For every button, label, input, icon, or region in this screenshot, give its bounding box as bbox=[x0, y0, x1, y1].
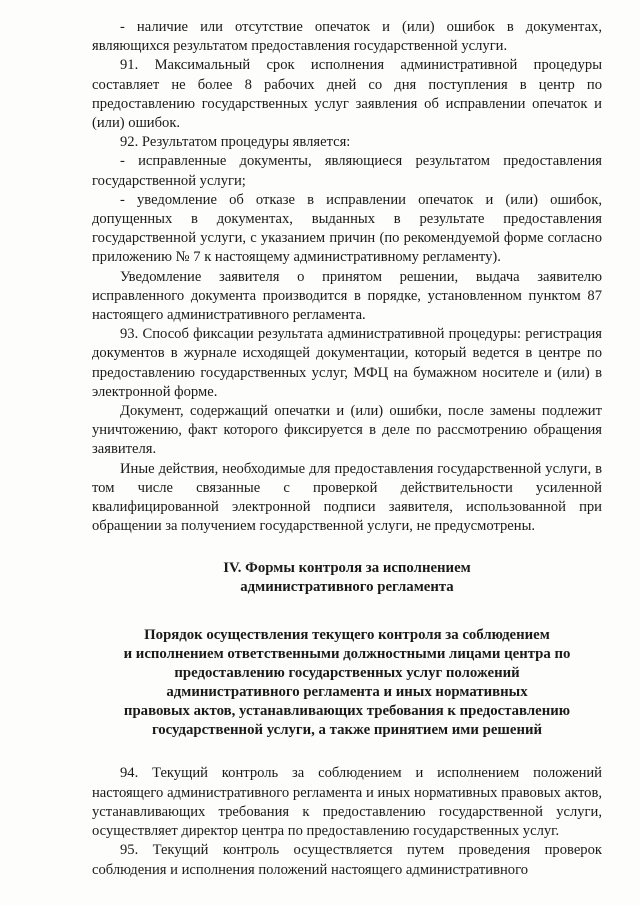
subsection-heading-line: Порядок осуществления текущего контроля за соблюдением bbox=[144, 627, 550, 644]
section-heading-line: административного регламента bbox=[240, 579, 454, 596]
paragraph-91: 91. Максимальный срок исполнения административной процедуры составляет не более 8 рабочих дней со дня поступления в центр по предоставлению государственных услуг заявления об исправлении опечаток и (или) ошибок. bbox=[92, 57, 602, 132]
paragraph-no-typos: - наличие или отсутствие опечаток и (или) ошибок в документах, являющихся результатом предоставления государственной услуги. bbox=[92, 19, 602, 55]
subsection-heading-line: административного регламента и иных нормативных bbox=[166, 684, 528, 701]
subsection-heading-line: правовых актов, устанавливающих требования к предоставлению bbox=[123, 703, 571, 720]
paragraph-94: 94. Текущий контроль за соблюдением и исполнением положений настоящего административного регламента и иных нормативных правовых актов, устанавливающих требования к предоставлению государственной услуги, осуществляет директор центра по предоставлению государственных услуг. bbox=[92, 765, 602, 840]
document-body bbox=[92, 18, 602, 880]
paragraph-95: 95. Текущий контроль осуществляется путем проведения проверок соблюдения и исполнения положений настоящего административного bbox=[92, 842, 602, 878]
paragraph-refusal-notice: - уведомление об отказе в исправлении опечаток и (или) ошибок, допущенных в документах, выданных в результате предоставления государственной услуги, с указанием причин (по рекомендуемой форме согласно приложению № 7 к настоящему административному регламенту). bbox=[92, 191, 602, 266]
paragraph-document-destruction: Документ, содержащий опечатки и (или) ошибки, после замены подлежит уничтожению, факт которого фиксируется в деле по рассмотрению обращения заявителя. bbox=[92, 403, 602, 458]
paragraph-corrected-documents: - исправленные документы, являющиеся результатом предоставления государственной услуги; bbox=[92, 153, 602, 189]
paragraph-93: 93. Способ фиксации результата административной процедуры: регистрация документов в журнале исходящей документации, который ведется в центре по предоставлению государственных услуг, МФЦ на бумажном носителе и (или) в электронной форме. bbox=[92, 326, 602, 400]
section-heading bbox=[92, 559, 602, 597]
subsection-heading bbox=[92, 626, 602, 740]
section-heading-line: IV. Формы контроля за исполнением bbox=[223, 560, 471, 577]
subsection-heading-line: государственной услуги, а также принятием ими решений bbox=[151, 722, 543, 739]
paragraph-other-actions: Иные действия, необходимые для предоставления государственной услуги, в том числе связанные с проверкой действительности усиленной квалифицированной электронной подписи заявителя, использованной при обращении за получением государственной услуги, не предусмотрены. bbox=[92, 460, 602, 535]
subsection-heading-line: предоставлению государственных услуг положений bbox=[174, 665, 520, 682]
paragraph-92: 92. Результатом процедуры является: bbox=[120, 134, 351, 151]
paragraph-applicant-notification: Уведомление заявителя о принятом решении, выдача заявителю исправленного документа производится в порядке, установленном пунктом 87 настоящего административного регламента. bbox=[92, 268, 602, 324]
subsection-heading-line: и исполнением ответственными должностными лицами центра по bbox=[123, 646, 571, 663]
